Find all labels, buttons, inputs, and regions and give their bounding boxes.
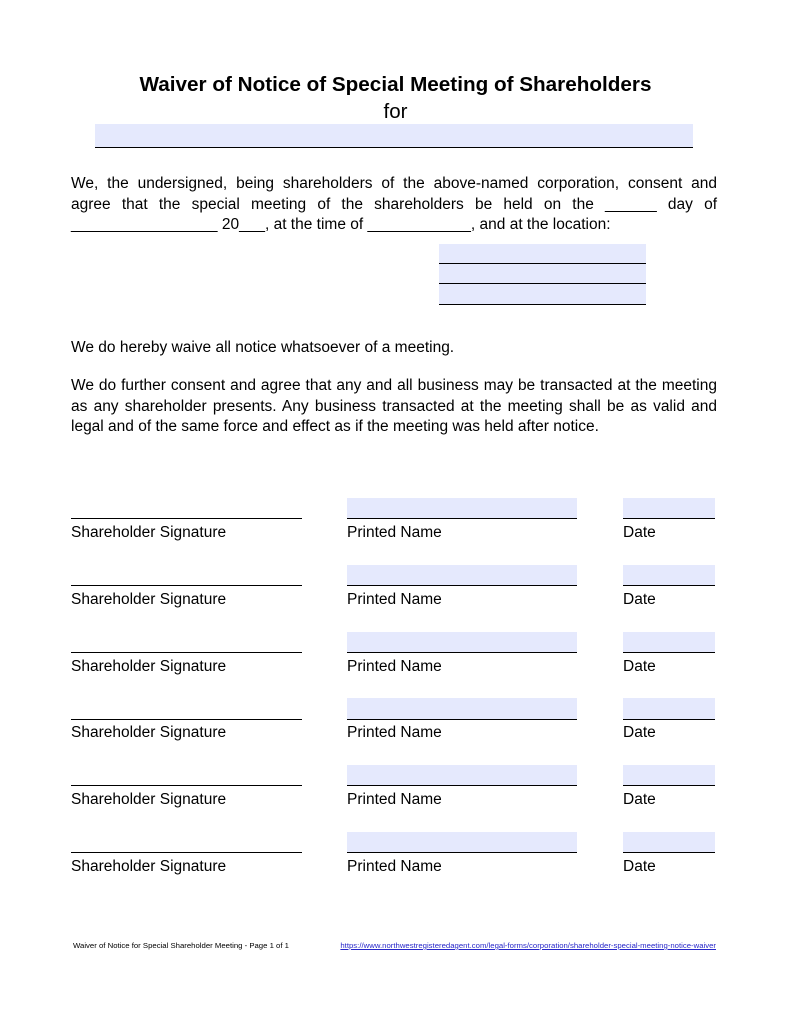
printed-name-cell xyxy=(347,565,577,611)
shareholder-signature-line xyxy=(71,698,302,719)
meeting-location-box xyxy=(439,244,646,305)
printed-name-field[interactable] xyxy=(347,632,577,653)
signature-cell xyxy=(71,498,302,544)
date-field[interactable] xyxy=(623,765,715,786)
paragraph-line: agree that the special meeting of the shareholders be held on the ______ day of xyxy=(71,195,717,213)
printed-name-label: Printed Name xyxy=(347,524,442,541)
signature-row xyxy=(0,698,791,765)
signature-cell xyxy=(71,632,302,678)
printed-name-field[interactable] xyxy=(347,832,577,853)
printed-name-cell xyxy=(347,765,577,811)
date-cell xyxy=(623,498,715,544)
date-label: Date xyxy=(623,590,656,608)
printed-name-cell xyxy=(347,498,577,544)
signature-cell xyxy=(71,832,302,878)
date-label: Date xyxy=(623,524,656,541)
signatures-section xyxy=(0,498,791,899)
signature-row xyxy=(0,632,791,699)
printed-name-field[interactable] xyxy=(347,565,577,586)
shareholder-signature-label: Shareholder Signature xyxy=(71,524,227,541)
waiver-statement xyxy=(71,338,717,359)
date-field[interactable] xyxy=(623,832,715,853)
paragraph-line: We, the undersigned, being shareholders of the above-named corporation, consent and xyxy=(71,175,717,192)
paragraph-line: We do hereby waive all notice whatsoever of a meeting. xyxy=(71,339,455,356)
date-label: Date xyxy=(623,791,656,808)
signature-cell xyxy=(71,565,302,611)
date-field[interactable] xyxy=(623,698,715,719)
corporation-name-field[interactable] xyxy=(95,124,693,148)
paragraph-line: legal and of the same force and effect as if the meeting was held after notice. xyxy=(71,418,599,435)
printed-name-cell xyxy=(347,698,577,744)
date-field[interactable] xyxy=(623,632,715,653)
meeting-location-field[interactable] xyxy=(439,244,646,305)
footer-page-label: Waiver of Notice for Special Shareholder Meeting - Page 1 of 1 xyxy=(73,941,289,950)
document-title: Waiver of Notice of Special Meeting of Shareholders xyxy=(139,73,652,96)
printed-name-field[interactable] xyxy=(347,765,577,786)
signature-row xyxy=(0,765,791,832)
printed-name-field[interactable] xyxy=(347,498,577,519)
shareholder-signature-label: Shareholder Signature xyxy=(71,657,227,675)
date-cell xyxy=(623,832,715,878)
paragraph-line: We do further consent and agree that any and all business may be transacted at the meeting xyxy=(71,377,717,394)
signature-cell xyxy=(71,765,302,811)
printed-name-cell xyxy=(347,632,577,678)
date-cell xyxy=(623,698,715,744)
date-cell xyxy=(623,565,715,611)
date-label: Date xyxy=(623,857,656,875)
printed-name-label: Printed Name xyxy=(347,590,442,608)
footer-url-link[interactable]: https://www.northwestregisteredagent.com/legal-forms/corporation/shareholder-special-meeting-notice-waiver xyxy=(340,941,716,950)
shareholder-signature-label: Shareholder Signature xyxy=(71,590,227,608)
date-cell xyxy=(623,765,715,811)
printed-name-label: Printed Name xyxy=(347,657,442,675)
printed-name-label: Printed Name xyxy=(347,724,442,742)
shareholder-signature-line xyxy=(71,765,302,786)
consent-paragraph xyxy=(71,174,717,236)
printed-name-label: Printed Name xyxy=(347,857,442,875)
shareholder-signature-line xyxy=(71,498,302,519)
paragraph-line: as any shareholder presents. Any business transacted at the meeting shall be as valid and xyxy=(71,397,717,415)
document-subtitle: for xyxy=(383,100,408,123)
date-label: Date xyxy=(623,657,656,675)
signature-row xyxy=(0,832,791,899)
date-cell xyxy=(623,632,715,678)
signature-row xyxy=(0,498,791,565)
shareholder-signature-line xyxy=(71,832,302,853)
date-field[interactable] xyxy=(623,565,715,586)
printed-name-label: Printed Name xyxy=(347,791,442,808)
signature-row xyxy=(0,565,791,632)
printed-name-field[interactable] xyxy=(347,698,577,719)
date-label: Date xyxy=(623,724,656,742)
shareholder-signature-line xyxy=(71,565,302,586)
date-field[interactable] xyxy=(623,498,715,519)
shareholder-signature-label: Shareholder Signature xyxy=(71,857,227,875)
printed-name-cell xyxy=(347,832,577,878)
shareholder-signature-label: Shareholder Signature xyxy=(71,724,227,742)
signature-cell xyxy=(71,698,302,744)
paragraph-line: _________________ 20___, at the time of ____________, and at the location: xyxy=(71,216,611,233)
shareholder-signature-line xyxy=(71,632,302,653)
business-consent-paragraph xyxy=(71,376,717,438)
shareholder-signature-label: Shareholder Signature xyxy=(71,791,227,808)
